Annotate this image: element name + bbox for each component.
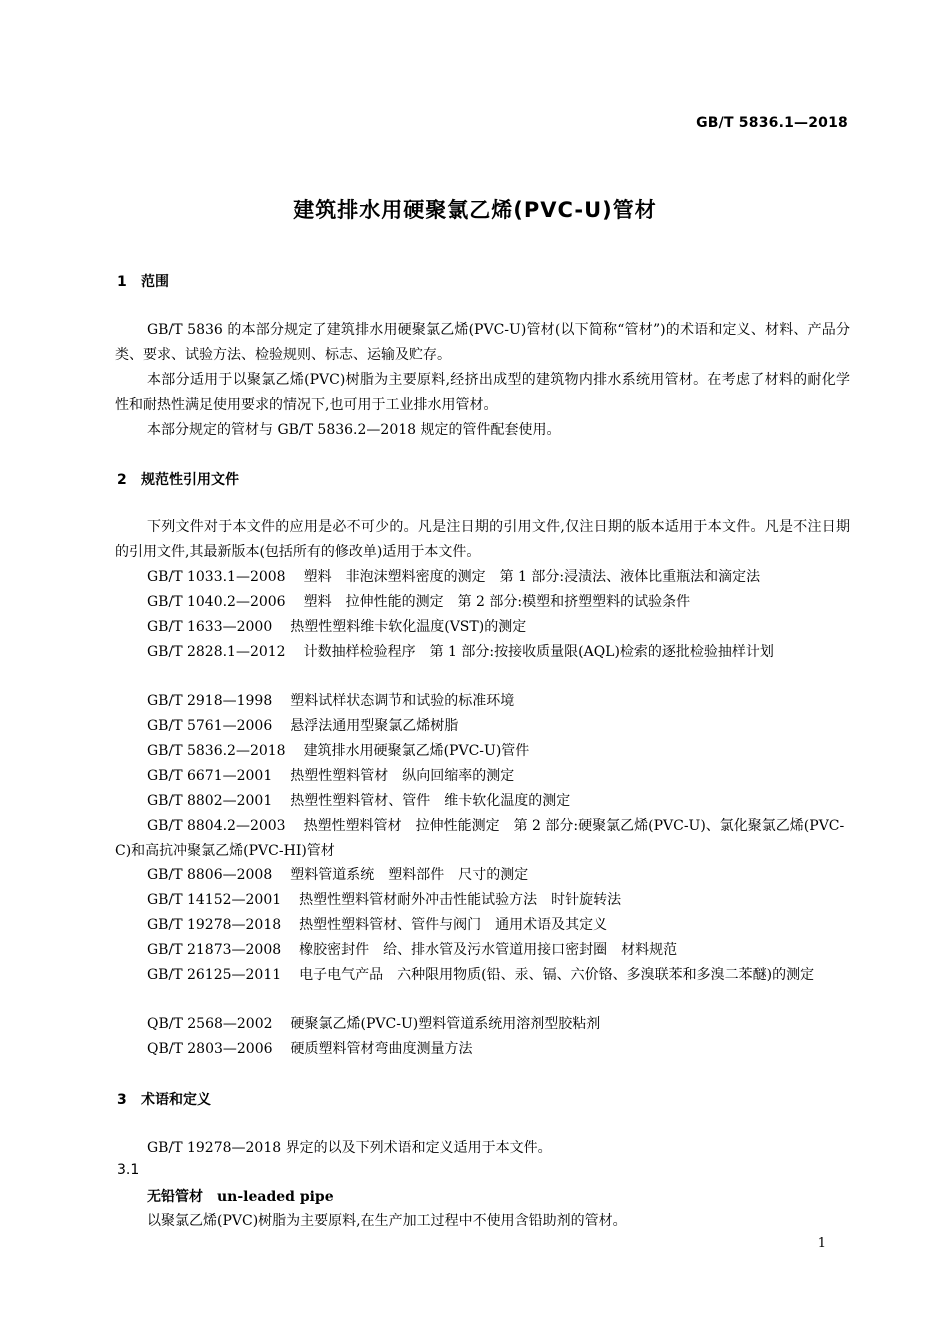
reference-item: [115, 814, 850, 864]
term-number: 3.1: [117, 1162, 140, 1178]
reference-title: 热塑性塑料管材、管件 维卡软化温度的测定: [290, 793, 571, 809]
reference-item: [115, 739, 850, 764]
reference-title: 电子电气产品 六种限用物质(铅、汞、镉、六价铬、多溴联苯和多溴二苯醚)的测定: [299, 967, 815, 983]
reference-title: 热塑性塑料管材 纵向回缩率的测定: [290, 768, 515, 784]
section-heading-terms: [117, 1089, 211, 1109]
section-heading-scope: [117, 271, 169, 291]
reference-code: QB/T 2803—2006: [147, 1041, 273, 1057]
reference-title: 硬聚氯乙烯(PVC-U)塑料管道系统用溶剂型胶粘剂: [290, 1016, 601, 1032]
reference-item: [115, 888, 850, 913]
terms-intro: GB/T 19278—2018 界定的以及下列术语和定义适用于本文件。: [147, 1140, 552, 1156]
reference-title: 塑料管道系统 塑料部件 尺寸的测定: [290, 867, 529, 883]
reference-title: 建筑排水用硬聚氯乙烯(PVC-U)管件: [303, 743, 530, 759]
reference-item: [115, 565, 850, 590]
section-title: 术语和定义: [141, 1092, 211, 1108]
reference-title: 塑料 非泡沫塑料密度的测定 第 1 部分:浸渍法、液体比重瓶法和滴定法: [303, 569, 761, 585]
reference-code: GB/T 1633—2000: [147, 619, 273, 635]
reference-title: 热塑性塑料管材耐外冲击性能试验方法 时针旋转法: [299, 892, 622, 908]
reference-item: [115, 689, 850, 714]
reference-code: GB/T 8806—2008: [147, 867, 273, 883]
reference-item: [115, 863, 850, 888]
reference-title: 热塑性塑料管材 拉伸性能测定 第 2 部分:硬聚氯乙烯(PVC-U)、氯化聚氯乙烯(PVC-C)和高抗冲聚氯乙烯(PVC-HI)管材: [115, 818, 845, 859]
reference-title: 橡胶密封件 给、排水管及污水管道用接口密封圈 材料规范: [299, 942, 678, 958]
section-number: 3: [117, 1092, 127, 1108]
reference-code: GB/T 1040.2—2006: [147, 594, 286, 610]
term-english: un-leaded pipe: [217, 1189, 334, 1205]
reference-code: GB/T 21873—2008: [147, 942, 282, 958]
reference-code: GB/T 26125—2011: [147, 967, 282, 983]
reference-code: QB/T 2568—2002: [147, 1016, 273, 1032]
reference-code: GB/T 19278—2018: [147, 917, 282, 933]
reference-code: GB/T 5761—2006: [147, 718, 273, 734]
term-definition: 以聚氯乙烯(PVC)树脂为主要原料,在生产加工过程中不使用含铅助剂的管材。: [147, 1213, 627, 1229]
reference-item: [115, 1012, 850, 1037]
reference-title: 热塑性塑料管材、管件与阀门 通用术语及其定义: [299, 917, 608, 933]
normative-intro: 下列文件对于本文件的应用是必不可少的。凡是注日期的引用文件,仅注日期的版本适用于本文件。凡是不注日期的引用文件,其最新版本(包括所有的修改单)适用于本文件。: [115, 519, 850, 560]
term-entry: [147, 1186, 334, 1206]
reference-item: [115, 764, 850, 789]
reference-title: 计数抽样检验程序 第 1 部分:按接收质量限(AQL)检索的逐批检验抽样计划: [303, 644, 774, 660]
reference-title: 塑料试样状态调节和试验的标准环境: [290, 693, 515, 709]
reference-item: [115, 938, 850, 963]
reference-code: GB/T 14152—2001: [147, 892, 282, 908]
reference-item: [115, 640, 850, 665]
scope-paragraph-3: 本部分规定的管材与 GB/T 5836.2—2018 规定的管件配套使用。: [147, 422, 561, 438]
section-number: 2: [117, 472, 127, 488]
reference-item: [115, 1037, 850, 1062]
reference-item: [115, 913, 850, 938]
scope-paragraph-1: GB/T 5836 的本部分规定了建筑排水用硬聚氯乙烯(PVC-U)管材(以下简称“管材”)的术语和定义、材料、产品分类、要求、试验方法、检验规则、标志、运输及贮存。: [115, 322, 850, 363]
section-title: 规范性引用文件: [141, 472, 239, 488]
section-heading-normative-references: [117, 469, 239, 489]
page-number: 1: [817, 1236, 826, 1251]
reference-item: [115, 714, 850, 739]
reference-item: [115, 963, 850, 988]
section-title: 范围: [141, 274, 169, 290]
reference-title: 硬质塑料管材弯曲度测量方法: [290, 1041, 473, 1057]
reference-code: GB/T 5836.2—2018: [147, 743, 286, 759]
section-number: 1: [117, 274, 127, 290]
reference-title: 塑料 拉伸性能的测定 第 2 部分:模塑和挤塑塑料的试验条件: [303, 594, 691, 610]
standard-code: GB/T 5836.1—2018: [696, 115, 848, 131]
reference-code: GB/T 2918—1998: [147, 693, 273, 709]
reference-item: [115, 590, 850, 615]
reference-code: GB/T 8802—2001: [147, 793, 273, 809]
reference-title: 悬浮法通用型聚氯乙烯树脂: [290, 718, 459, 734]
document-title: 建筑排水用硬聚氯乙烯(PVC-U)管材: [293, 198, 657, 222]
reference-item: [115, 615, 850, 640]
reference-code: GB/T 2828.1—2012: [147, 644, 286, 660]
reference-code: GB/T 6671—2001: [147, 768, 273, 784]
scope-paragraph-2: 本部分适用于以聚氯乙烯(PVC)树脂为主要原料,经挤出成型的建筑物内排水系统用管材。在考虑了材料的耐化学性和耐热性满足使用要求的情况下,也可用于工业排水用管材。: [115, 372, 850, 413]
reference-item: [115, 789, 850, 814]
reference-code: GB/T 8804.2—2003: [147, 818, 286, 834]
term-chinese: 无铅管材: [147, 1189, 203, 1205]
reference-code: GB/T 1033.1—2008: [147, 569, 286, 585]
reference-title: 热塑性塑料维卡软化温度(VST)的测定: [290, 619, 527, 635]
